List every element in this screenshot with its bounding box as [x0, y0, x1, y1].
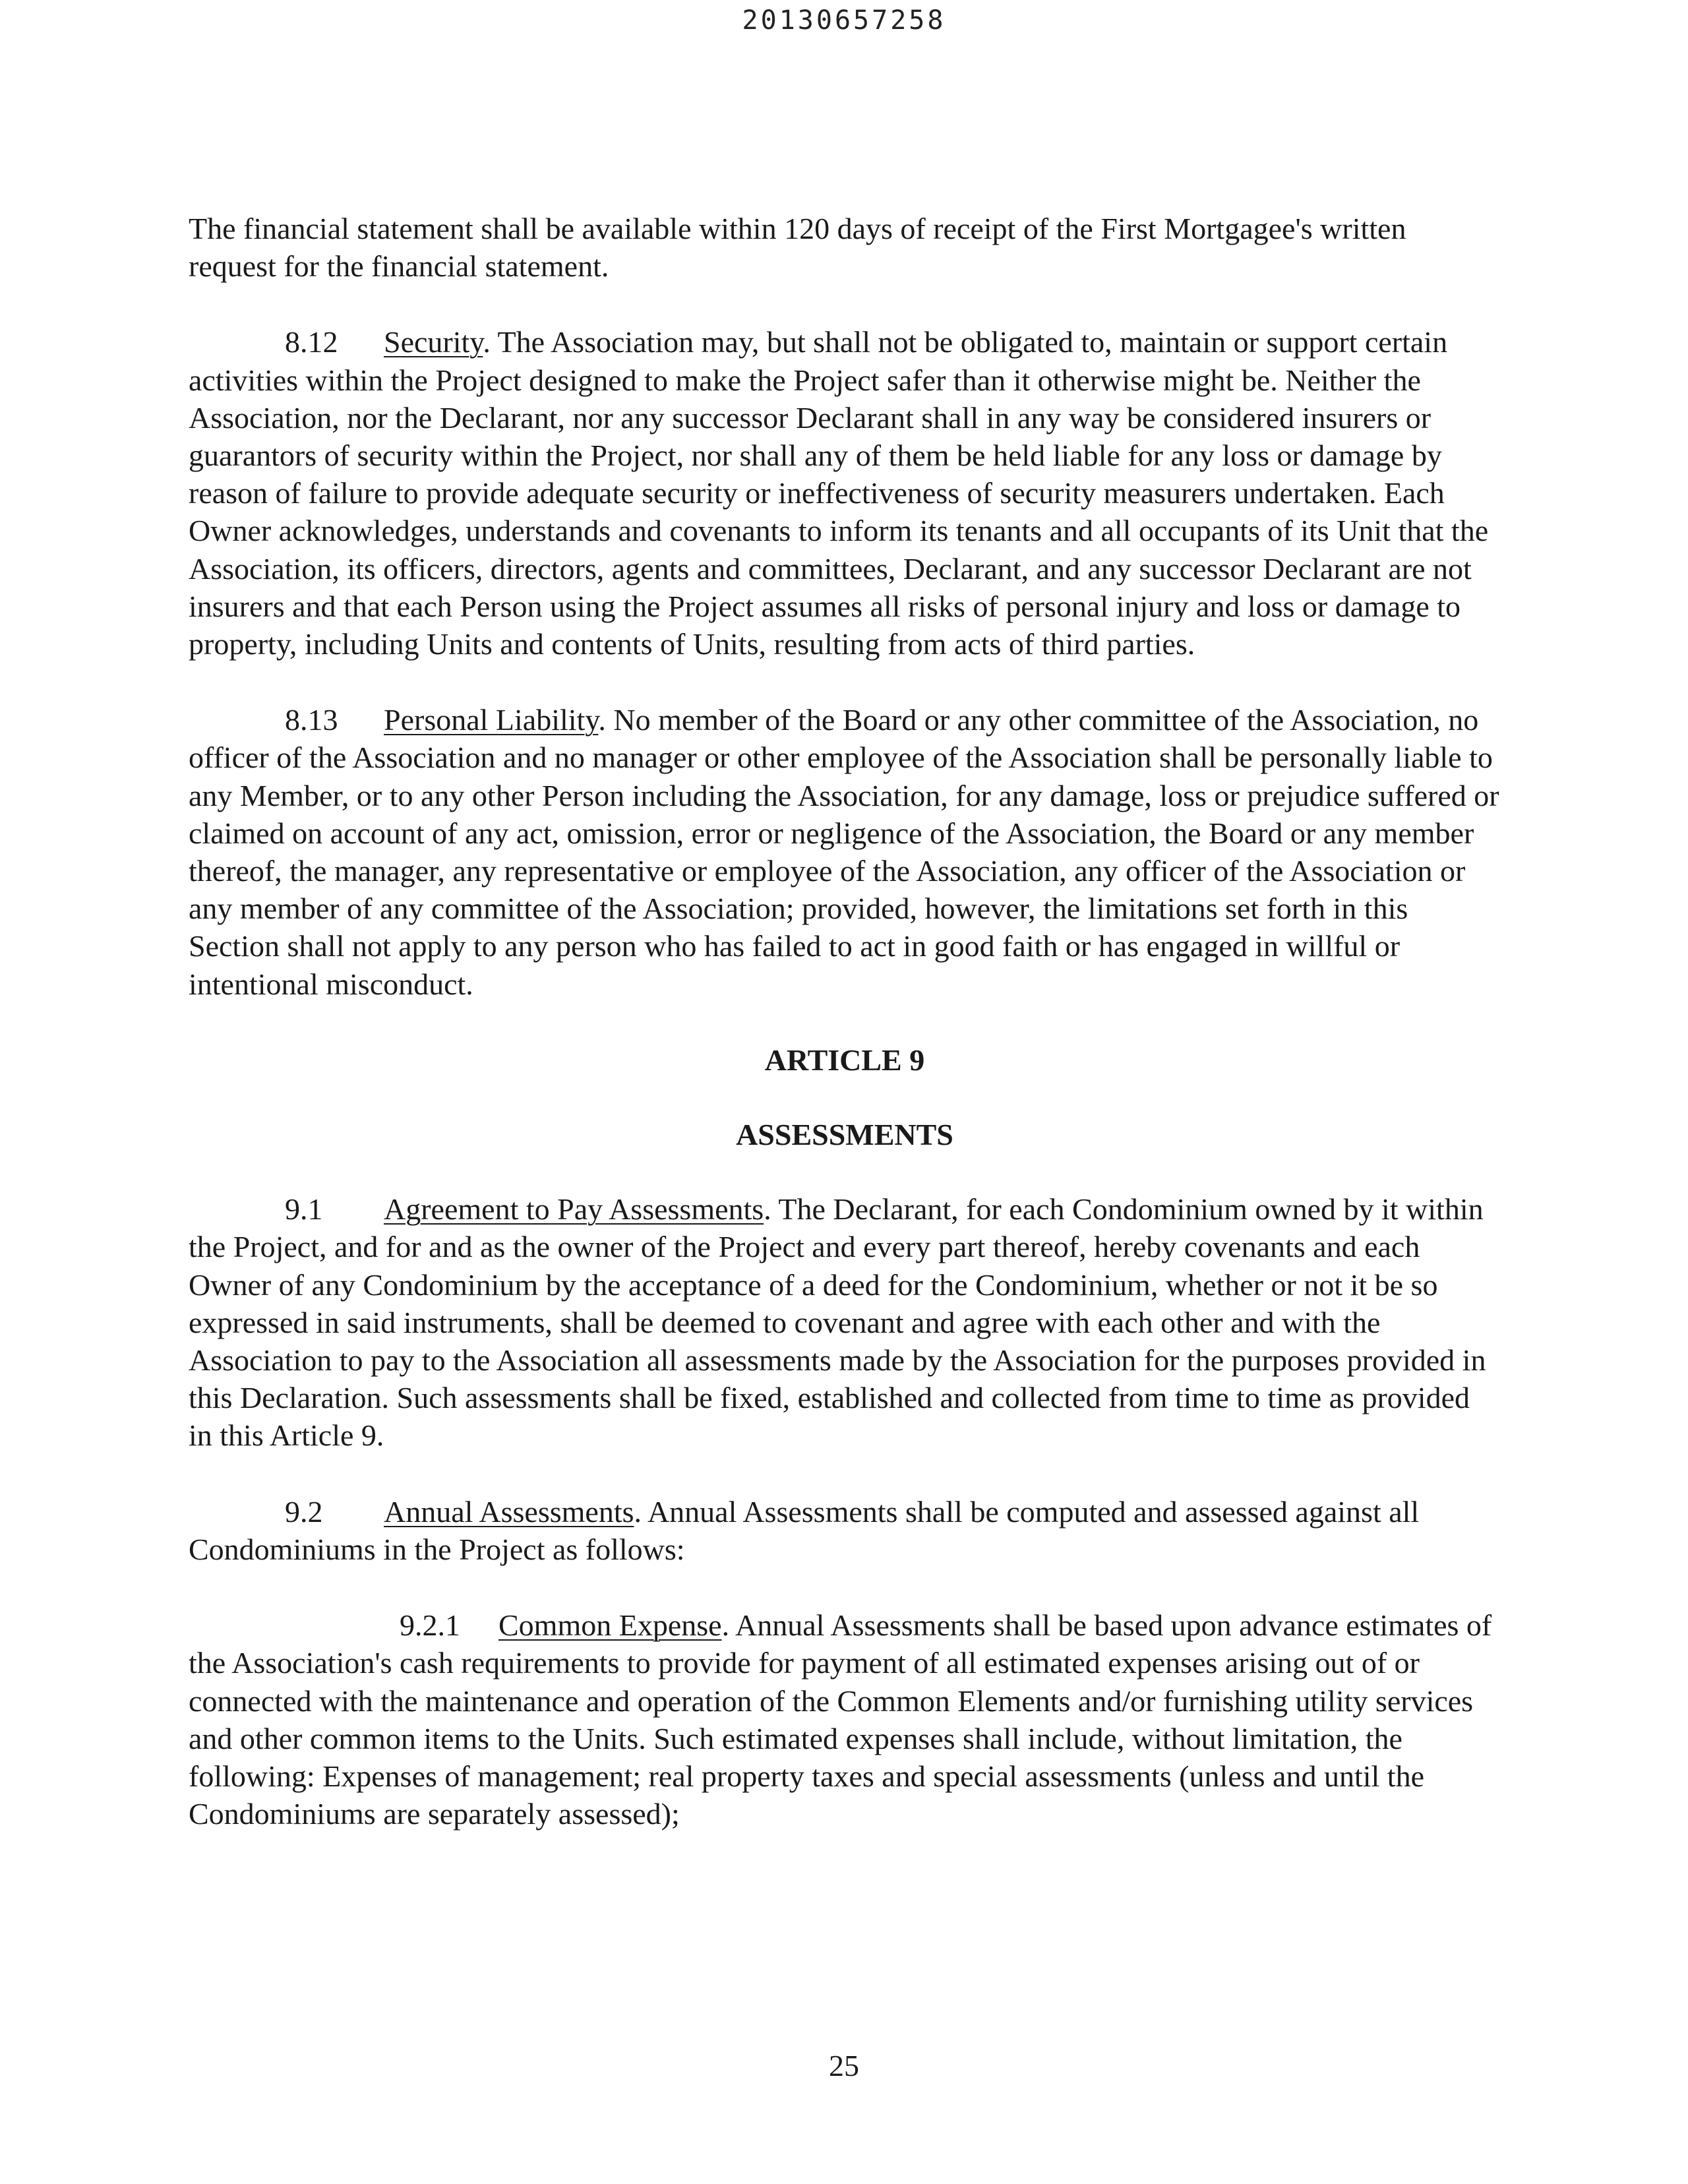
document-body [189, 210, 1501, 1871]
section-9-2-1 [189, 1606, 1501, 1833]
section-heading: Personal Liability [384, 703, 599, 737]
section-number: 8.12 [285, 325, 338, 359]
section-text: . No member of the Board or any other committee of the Association, no officer of the Association and no manager or other employee of the Association shall be personally liable to any Member, or to any other Person including the Association, for any damage, loss or prejudice suffered or claimed on account of any act, omission, error or negligence of the Association, the Board or any member thereof, the manager, any representative or employee of the Association, any officer of the Association or any member of any committee of the Association; provided, however, the limitations set forth in this Section shall not apply to any person who has failed to act in good faith or has engaged in willful or intentional misconduct. [189, 703, 1499, 1001]
section-text: . Annual Assessments shall be based upon advance estimates of the Association's cash requirements to provide for payment of all estimated expenses arising out of or connected with the maintenance and operation of the Common Elements and/or furnishing utility services and other common items to the Units. Such estimated expenses shall include, without limitation, the following: Expenses of management; real property taxes and special assessments (unless and until the Condominiums are separately assessed); [189, 1608, 1492, 1831]
section-text: . The Declarant, for each Condominium owned by it within the Project, and for and as the owner of the Project and every part thereof, hereby covenants and each Owner of any Condominium by the acceptance of a deed for the Condominium, whether or not it be so expressed in said instruments, shall be deemed to covenant and agree with each other and with the Association to pay to the Association all assessments made by the Association for the purposes provided in this Declaration. Such assessments shall be fixed, established and collected from time to time as provided in this Article 9. [189, 1192, 1486, 1453]
section-number: 9.1 [285, 1192, 323, 1227]
section-9-1 [189, 1190, 1501, 1454]
section-heading: Agreement to Pay Assessments [384, 1192, 764, 1227]
section-number: 9.2.1 [400, 1608, 460, 1643]
section-number: 9.2 [285, 1494, 323, 1529]
intro-paragraph: The financial statement shall be available within 120 days of receipt of the First Mortgagee's written request for the financial statement. [189, 212, 1406, 284]
document-number: 20130657258 [742, 5, 946, 36]
section-9-2 [189, 1493, 1501, 1568]
article-title: ARTICLE 9 [764, 1043, 925, 1077]
article-subtitle: ASSESSMENTS [736, 1118, 953, 1152]
section-8-12 [189, 323, 1501, 663]
section-text: . Annual Assessments shall be computed and assessed against all Condominiums in the Project as follows: [189, 1494, 1420, 1566]
page-number: 25 [829, 2049, 859, 2082]
section-number: 8.13 [285, 703, 338, 737]
section-8-13 [189, 701, 1501, 1003]
section-heading: Security [384, 325, 483, 359]
section-heading: Common Expense [498, 1608, 722, 1643]
section-text: . The Association may, but shall not be obligated to, maintain or support certain activities within the Project designed to make the Project safer than it otherwise might be. Neither the Association, nor the Declarant, nor any successor Declarant shall in any way be considered insurers or guarantors of security within the Project, nor shall any of them be held liable for any loss or damage by reason of failure to provide adequate security or ineffectiveness of security measurers undertaken. Each Owner acknowledges, understands and covenants to inform its tenants and all occupants of its Unit that the Association, its officers, directors, agents and committees, Declarant, and any successor Declarant are not insurers and that each Person using the Project assumes all risks of personal injury and loss or damage to property, including Units and contents of Units, resulting from acts of third parties. [189, 325, 1489, 661]
section-heading: Annual Assessments [384, 1494, 634, 1529]
